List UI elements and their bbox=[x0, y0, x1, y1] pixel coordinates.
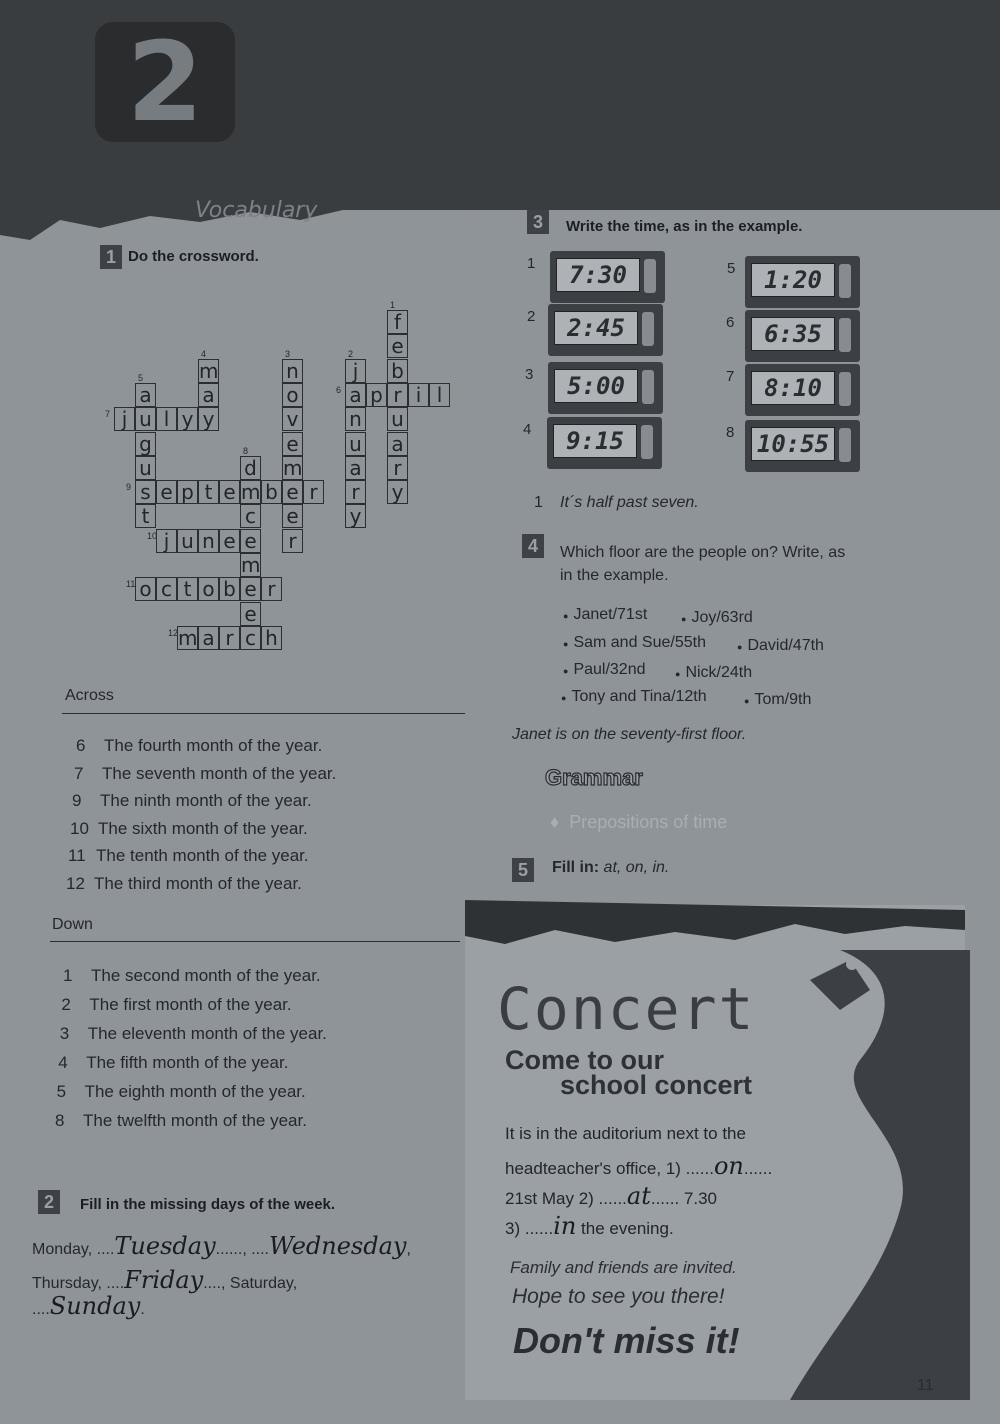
poster-line-3-time: 7.30 bbox=[679, 1189, 717, 1208]
saturday-label: , Saturday, bbox=[221, 1275, 298, 1292]
exercise-2-title: Fill in the missing days of the week. bbox=[80, 1196, 336, 1213]
digital-clock bbox=[745, 364, 860, 416]
crossword-cell[interactable]: y bbox=[387, 480, 408, 504]
crossword-cell[interactable]: e bbox=[240, 602, 261, 626]
down-heading: Down bbox=[52, 916, 93, 933]
clock-buttons-icon bbox=[642, 370, 654, 404]
clue-text: The twelfth month of the year. bbox=[83, 1111, 307, 1130]
crossword-number: 7 bbox=[105, 409, 111, 420]
exercise-3-example: It´s half past seven. bbox=[560, 494, 699, 511]
crossword-cell[interactable]: a bbox=[135, 383, 156, 407]
floor-item-text: Nick/24th bbox=[685, 664, 753, 681]
clock-number: 6 bbox=[726, 314, 735, 331]
poster-dont-miss: Don't miss it! bbox=[513, 1320, 740, 1361]
crossword-cell[interactable]: e bbox=[240, 577, 261, 601]
exercise-5-prefix: Fill in: bbox=[552, 859, 604, 876]
bullet-icon: ● bbox=[561, 693, 572, 703]
clue-number: 4 bbox=[58, 1053, 68, 1072]
clue-text: The eighth month of the year. bbox=[84, 1082, 306, 1101]
crossword-cell[interactable]: m bbox=[241, 480, 261, 505]
crossword-cell[interactable]: e bbox=[240, 529, 261, 553]
crossword-cell[interactable]: e bbox=[219, 480, 240, 504]
days-line-2 bbox=[32, 1266, 297, 1294]
poster-hope: Hope to see you there! bbox=[512, 1285, 725, 1308]
crossword-cell[interactable]: o bbox=[198, 577, 219, 601]
exercise-5-number: 5 bbox=[512, 858, 534, 882]
exercise-2-number: 2 bbox=[38, 1190, 60, 1214]
answer-on[interactable]: on bbox=[713, 1152, 744, 1180]
floor-item bbox=[563, 606, 647, 624]
crossword-cell[interactable]: c bbox=[240, 504, 261, 528]
floor-item-text: Tony and Tina/12th bbox=[571, 688, 707, 705]
crossword-cell[interactable]: u bbox=[135, 407, 156, 431]
floor-item bbox=[563, 634, 706, 652]
crossword-cell[interactable]: t bbox=[135, 504, 156, 528]
exercise-5-title bbox=[552, 859, 669, 877]
clock-time: 10:55 bbox=[751, 427, 835, 461]
crossword-number: 1 bbox=[390, 300, 396, 310]
digital-clock bbox=[745, 310, 860, 362]
clue-item bbox=[57, 1082, 306, 1102]
floor-item-text: Joy/63rd bbox=[691, 609, 753, 626]
dots: .... bbox=[251, 1241, 269, 1258]
clock-buttons-icon bbox=[839, 318, 851, 352]
clue-item bbox=[66, 874, 302, 894]
digital-clock bbox=[745, 420, 860, 472]
clue-number: 9 bbox=[72, 791, 82, 810]
floor-item bbox=[675, 664, 752, 682]
crossword-cell[interactable]: m bbox=[241, 553, 261, 577]
crossword-cell[interactable]: i bbox=[408, 383, 429, 407]
clock-buttons-icon bbox=[839, 372, 851, 406]
bullet-icon: ● bbox=[744, 696, 755, 706]
crossword-cell[interactable]: u bbox=[387, 407, 408, 431]
crossword-cell[interactable]: t bbox=[177, 577, 198, 601]
bullet-icon: ● bbox=[675, 669, 686, 679]
answer-in[interactable]: in bbox=[553, 1212, 577, 1240]
crossword-grid bbox=[0, 0, 480, 680]
days-line-1: Monday, ....Tuesday......, ....Wednesday, bbox=[32, 1232, 411, 1260]
clue-text: The fourth month of the year. bbox=[104, 736, 323, 755]
exercise-5-words: at, on, in. bbox=[603, 859, 670, 876]
clock-number: 2 bbox=[527, 308, 536, 325]
digital-clock bbox=[550, 251, 665, 303]
exercise-1-number: 1 bbox=[100, 245, 122, 269]
thursday-label: Thursday, bbox=[32, 1275, 102, 1292]
crossword-cell[interactable]: e bbox=[282, 432, 303, 456]
crossword-cell[interactable]: t bbox=[198, 480, 219, 504]
crossword-cell[interactable]: u bbox=[135, 456, 156, 480]
crossword-cell[interactable]: o bbox=[135, 577, 156, 601]
crossword-cell[interactable]: r bbox=[219, 626, 240, 650]
crossword-cell[interactable]: e bbox=[219, 529, 240, 553]
clock-number: 1 bbox=[527, 255, 536, 272]
clock-buttons-icon bbox=[644, 259, 656, 293]
crossword-cell[interactable]: j bbox=[345, 359, 366, 383]
exercise-4-number: 4 bbox=[522, 534, 544, 558]
crossword-cell[interactable]: r bbox=[387, 456, 408, 480]
crossword-cell[interactable]: a bbox=[198, 626, 219, 650]
clue-number: 12 bbox=[66, 873, 85, 893]
crossword-cell[interactable]: e bbox=[282, 504, 303, 528]
clue-number: 2 bbox=[61, 995, 71, 1014]
floor-item bbox=[561, 688, 707, 706]
clue-number: 8 bbox=[55, 1111, 65, 1130]
poster-subtitle-1: Come to our bbox=[505, 1045, 664, 1075]
poster-line-1: It is in the auditorium next to the bbox=[505, 1124, 746, 1143]
clue-item bbox=[61, 995, 291, 1015]
crossword-number: 9 bbox=[126, 482, 132, 493]
poster-invite: Family and friends are invited. bbox=[510, 1258, 737, 1277]
crossword-cell[interactable]: p bbox=[177, 480, 198, 504]
dots: .... bbox=[32, 1301, 50, 1318]
poster-line-4-end: the evening. bbox=[576, 1219, 674, 1238]
clue-number: 11 bbox=[68, 846, 86, 865]
crossword-cell[interactable]: a bbox=[345, 383, 366, 407]
crossword-cell[interactable]: y bbox=[345, 504, 366, 528]
crossword-cell[interactable]: g bbox=[135, 432, 156, 456]
crossword-cell[interactable]: a bbox=[198, 383, 219, 407]
answer-friday[interactable]: Friday bbox=[124, 1266, 204, 1294]
crossword-cell[interactable]: r bbox=[387, 383, 408, 407]
floor-item bbox=[681, 609, 753, 627]
dots: .... bbox=[106, 1275, 125, 1292]
clock-buttons-icon bbox=[642, 312, 654, 346]
crossword-cell[interactable]: p bbox=[366, 383, 387, 407]
clock-time: 9:15 bbox=[553, 424, 637, 458]
answer-at[interactable]: at bbox=[626, 1182, 651, 1210]
across-heading: Across bbox=[65, 687, 114, 704]
floor-item-text: Janet/71st bbox=[573, 606, 648, 623]
bullet-icon: ● bbox=[563, 611, 574, 621]
crossword-cell[interactable]: b bbox=[261, 480, 282, 504]
crossword-cell[interactable]: l bbox=[156, 407, 177, 431]
clock-time: 8:10 bbox=[751, 371, 835, 405]
crossword-number: 4 bbox=[201, 348, 207, 359]
crossword-cell[interactable]: m bbox=[199, 358, 219, 383]
clue-text: The third month of the year. bbox=[94, 873, 302, 893]
crossword-cell[interactable]: r bbox=[345, 480, 366, 504]
exercise-3-number: 3 bbox=[527, 210, 549, 234]
exercise-3-example-number: 1 bbox=[534, 494, 543, 511]
grammar-point-text: Prepositions of time bbox=[569, 812, 728, 832]
crossword-number: 6 bbox=[336, 384, 342, 395]
poster-title: Concert bbox=[497, 975, 756, 1043]
crossword-cell[interactable]: o bbox=[282, 383, 303, 407]
floor-item-text: Sam and Sue/55th bbox=[573, 634, 706, 651]
digital-clock bbox=[547, 417, 662, 469]
across-rule bbox=[62, 713, 465, 714]
grammar-point bbox=[550, 812, 727, 833]
crossword-cell[interactable]: u bbox=[177, 529, 198, 553]
bullet-icon: ● bbox=[563, 666, 574, 676]
clock-time: 2:45 bbox=[554, 311, 638, 345]
crossword-cell[interactable]: y bbox=[177, 407, 198, 431]
clue-number: 10 bbox=[70, 818, 89, 838]
clock-time: 5:00 bbox=[554, 369, 638, 403]
crossword-number: 12 bbox=[168, 627, 179, 638]
crossword-cell[interactable]: e bbox=[387, 334, 408, 358]
dots: .... bbox=[203, 1275, 221, 1292]
digital-clock bbox=[745, 256, 860, 308]
poster-line-3-text: 21st May 2) bbox=[505, 1189, 599, 1208]
bullet-icon: ♦ bbox=[550, 812, 570, 832]
clue-text: The seventh month of the year. bbox=[102, 763, 337, 783]
exercise-3-title: Write the time, as in the example. bbox=[566, 218, 803, 235]
poster-subtitle-2: school concert bbox=[560, 1070, 753, 1100]
crossword-cell[interactable]: s bbox=[135, 480, 156, 504]
crossword-cell[interactable]: j bbox=[114, 407, 135, 431]
crossword-cell[interactable]: a bbox=[387, 432, 408, 456]
crossword-cell[interactable]: f bbox=[387, 310, 408, 334]
clock-number: 3 bbox=[525, 366, 534, 383]
monday-label: Monday, bbox=[32, 1241, 93, 1258]
crossword-cell[interactable]: r bbox=[282, 529, 303, 553]
clue-number: 3 bbox=[59, 1024, 70, 1043]
clue-item bbox=[55, 1111, 307, 1131]
clue-item bbox=[74, 764, 336, 784]
dots: ...... bbox=[215, 1241, 243, 1258]
clock-buttons-icon bbox=[839, 428, 851, 462]
section-heading: Vocabulary bbox=[195, 198, 318, 223]
clue-number: 6 bbox=[76, 736, 86, 755]
crossword-cell[interactable]: n bbox=[282, 359, 303, 383]
floor-item bbox=[744, 691, 811, 709]
crossword-number: 11 bbox=[126, 579, 136, 590]
page-number: 11 bbox=[917, 1377, 934, 1394]
clue-text: The fifth month of the year. bbox=[86, 1053, 289, 1072]
exercise-1-title: Do the crossword. bbox=[128, 248, 259, 265]
bullet-icon: ● bbox=[681, 614, 692, 624]
clue-item bbox=[58, 1053, 288, 1073]
crossword-cell[interactable]: c bbox=[156, 577, 177, 601]
crossword-cell[interactable]: n bbox=[345, 407, 366, 431]
poster-decoration bbox=[770, 950, 970, 1400]
crossword-cell[interactable]: l bbox=[429, 383, 450, 407]
digital-clock bbox=[548, 362, 663, 414]
unit-number: 2 bbox=[95, 22, 235, 142]
clue-item bbox=[76, 736, 322, 756]
crossword-cell[interactable]: j bbox=[156, 529, 177, 553]
crossword-cell[interactable]: b bbox=[219, 577, 240, 601]
clock-buttons-icon bbox=[641, 425, 653, 459]
exercise-4-title: Which floor are the people on? Write, as bbox=[560, 544, 846, 561]
grammar-heading: Grammar bbox=[545, 765, 643, 790]
crossword-cell[interactable]: d bbox=[240, 456, 261, 480]
crossword-cell[interactable]: n bbox=[198, 529, 219, 553]
clue-item bbox=[63, 966, 321, 986]
crossword-cell[interactable]: y bbox=[198, 407, 219, 431]
floor-item-text: David/47th bbox=[747, 637, 824, 654]
crossword-cell[interactable]: r bbox=[303, 480, 324, 504]
clue-item bbox=[70, 819, 308, 839]
bullet-icon: ● bbox=[563, 639, 574, 649]
dots: ...... bbox=[685, 1159, 714, 1178]
crossword-number: 3 bbox=[285, 348, 291, 359]
clue-text: The tenth month of the year. bbox=[96, 846, 309, 865]
crossword-cell[interactable]: v bbox=[282, 407, 303, 431]
crossword-number: 10 bbox=[147, 530, 158, 541]
clue-item bbox=[68, 846, 309, 866]
clue-number: 7 bbox=[74, 763, 84, 783]
digital-clock bbox=[548, 304, 663, 356]
crossword-cell[interactable]: m bbox=[283, 455, 303, 480]
clue-text: The eleventh month of the year. bbox=[87, 1024, 327, 1043]
crossword-number: 2 bbox=[348, 348, 354, 359]
clue-number: 5 bbox=[56, 1082, 67, 1101]
clue-item bbox=[72, 791, 312, 811]
floor-item-text: Tom/9th bbox=[754, 691, 812, 708]
down-rule bbox=[50, 941, 460, 942]
clock-time: 6:35 bbox=[751, 317, 835, 351]
exercise-4-example: Janet is on the seventy-first floor. bbox=[512, 726, 747, 743]
clue-text: The second month of the year. bbox=[91, 966, 321, 985]
crossword-cell[interactable]: h bbox=[261, 626, 282, 650]
poster-line-4-text: 3) bbox=[505, 1219, 525, 1238]
crossword-cell[interactable]: u bbox=[345, 432, 366, 456]
clock-time: 1:20 bbox=[751, 263, 835, 297]
crossword-cell[interactable]: e bbox=[156, 480, 177, 504]
crossword-number: 8 bbox=[243, 445, 249, 456]
clock-buttons-icon bbox=[839, 264, 851, 298]
days-line-3: ....Sunday. bbox=[32, 1292, 145, 1320]
floor-item-text: Paul/32nd bbox=[573, 661, 646, 678]
crossword-cell[interactable]: m bbox=[178, 625, 198, 650]
crossword-cell[interactable]: c bbox=[240, 626, 261, 650]
crossword-number: 5 bbox=[138, 372, 144, 383]
clue-text: The sixth month of the year. bbox=[98, 818, 308, 838]
clue-number: 1 bbox=[63, 966, 73, 985]
floor-item bbox=[563, 661, 646, 679]
clue-text: The first month of the year. bbox=[89, 995, 292, 1014]
clock-time: 7:30 bbox=[556, 258, 640, 292]
poster-line-2 bbox=[505, 1152, 772, 1180]
clock-number: 4 bbox=[523, 421, 532, 438]
dots: ...... bbox=[524, 1219, 554, 1238]
poster-line-4 bbox=[505, 1212, 674, 1240]
clue-text: The ninth month of the year. bbox=[100, 791, 312, 810]
crossword-cell[interactable]: a bbox=[345, 456, 366, 480]
dots: .... bbox=[96, 1241, 115, 1258]
answer-tuesday[interactable]: Tuesday bbox=[114, 1232, 216, 1260]
crossword-cell[interactable]: r bbox=[261, 577, 282, 601]
dots: ...... bbox=[598, 1189, 627, 1208]
floor-item bbox=[737, 637, 824, 655]
clock-number: 8 bbox=[726, 424, 735, 441]
poster-line-3 bbox=[505, 1182, 717, 1210]
answer-wednesday[interactable]: Wednesday bbox=[268, 1232, 407, 1260]
bullet-icon: ● bbox=[737, 642, 748, 652]
dots: ...... bbox=[743, 1159, 773, 1178]
clock-number: 5 bbox=[727, 260, 736, 277]
crossword-cell[interactable]: b bbox=[387, 359, 408, 383]
dots: ...... bbox=[650, 1189, 680, 1208]
poster-line-2-text: headteacher's office, 1) bbox=[505, 1159, 686, 1178]
clue-item bbox=[60, 1024, 327, 1044]
clock-number: 7 bbox=[726, 368, 735, 385]
exercise-4-title-2: in the example. bbox=[560, 567, 669, 584]
answer-sunday[interactable]: Sunday bbox=[49, 1292, 141, 1320]
crossword-cell[interactable]: e bbox=[282, 480, 303, 504]
